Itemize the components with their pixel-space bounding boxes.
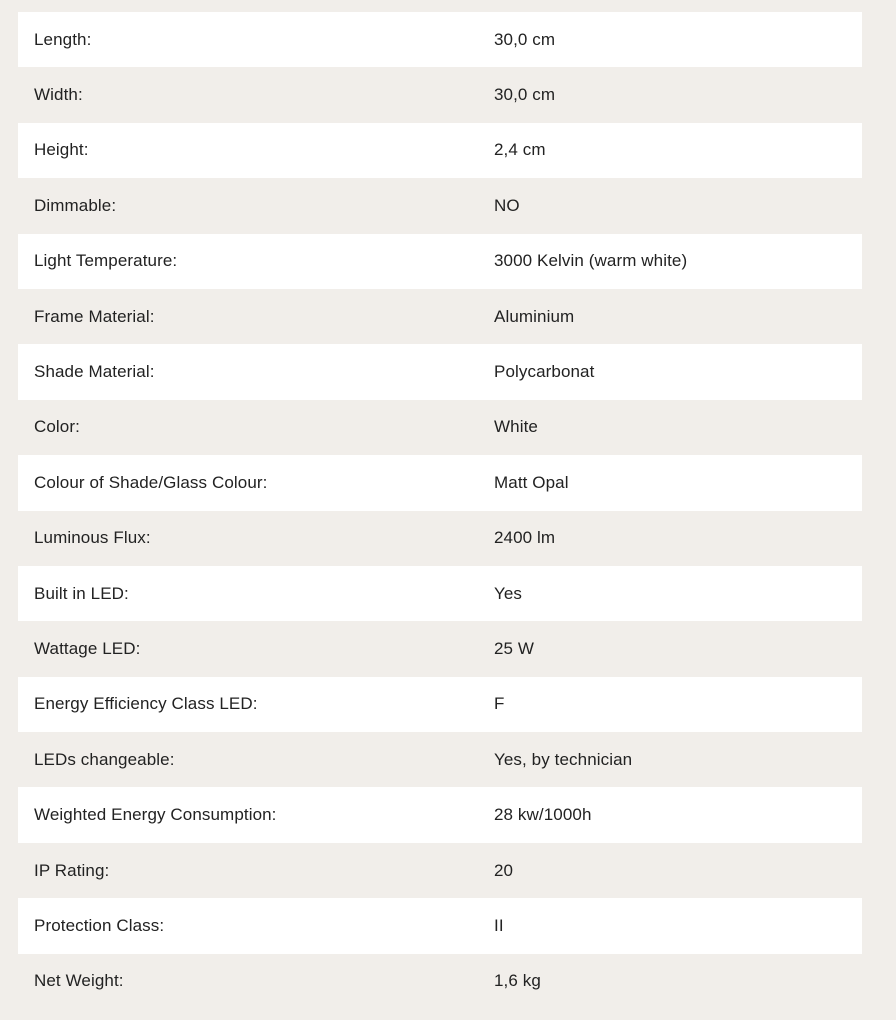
- spec-label: Color:: [34, 417, 80, 437]
- spec-value: 25 W: [494, 638, 535, 658]
- spec-value: 2,4 cm: [494, 140, 546, 160]
- spec-row-net-weight: [18, 954, 862, 1009]
- spec-label: Wattage LED:: [34, 638, 141, 658]
- spec-label: Protection Class:: [34, 915, 165, 935]
- spec-row-energy-consumption: [18, 787, 862, 842]
- spec-value: Yes: [494, 583, 523, 603]
- spec-value: Yes, by technician: [494, 749, 633, 769]
- spec-label: LEDs changeable:: [34, 749, 175, 769]
- spec-row-width: [18, 67, 862, 122]
- spec-row-height: [18, 123, 862, 178]
- spec-label: Light Temperature:: [34, 251, 178, 271]
- spec-label: Frame Material:: [34, 306, 155, 326]
- spec-row-wattage-led: [18, 621, 862, 676]
- spec-label: Luminous Flux:: [34, 528, 151, 548]
- spec-label: Colour of Shade/Glass Colour:: [34, 472, 268, 492]
- spec-row-color: [18, 400, 862, 455]
- spec-value: 30,0 cm: [494, 85, 556, 105]
- spec-value: II: [494, 915, 504, 935]
- spec-value: 3000 Kelvin (warm white): [494, 251, 688, 271]
- spec-value: Aluminium: [494, 306, 575, 326]
- spec-value: NO: [494, 195, 520, 215]
- spec-label: Dimmable:: [34, 195, 117, 215]
- spec-label: IP Rating:: [34, 860, 110, 880]
- spec-row-protection-class: [18, 898, 862, 953]
- spec-label: Shade Material:: [34, 362, 155, 382]
- spec-row-leds-changeable: [18, 732, 862, 787]
- spec-label: Weighted Energy Consumption:: [34, 805, 277, 825]
- spec-table: [18, 12, 862, 1009]
- spec-label: Width:: [34, 85, 83, 105]
- spec-row-ip-rating: [18, 843, 862, 898]
- spec-value: 20: [494, 860, 514, 880]
- spec-value: 2400 lm: [494, 528, 556, 548]
- spec-value: 1,6 kg: [494, 971, 541, 991]
- spec-value: F: [494, 694, 505, 714]
- spec-value: 30,0 cm: [494, 29, 556, 49]
- spec-row-shade-colour: [18, 455, 862, 510]
- spec-value: 28 kw/1000h: [494, 805, 592, 825]
- spec-label: Energy Efficiency Class LED:: [34, 694, 258, 714]
- spec-row-luminous-flux: [18, 511, 862, 566]
- spec-row-light-temperature: [18, 234, 862, 289]
- spec-value: White: [494, 417, 538, 437]
- spec-row-length: [18, 12, 862, 67]
- spec-label: Height:: [34, 140, 89, 160]
- spec-row-frame-material: [18, 289, 862, 344]
- spec-label: Length:: [34, 29, 92, 49]
- spec-label: Built in LED:: [34, 583, 129, 603]
- spec-value: Polycarbonat: [494, 362, 595, 382]
- spec-row-built-in-led: [18, 566, 862, 621]
- spec-row-dimmable: [18, 178, 862, 233]
- spec-label: Net Weight:: [34, 971, 124, 991]
- spec-value: Matt Opal: [494, 472, 569, 492]
- spec-row-energy-class: [18, 677, 862, 732]
- spec-row-shade-material: [18, 344, 862, 399]
